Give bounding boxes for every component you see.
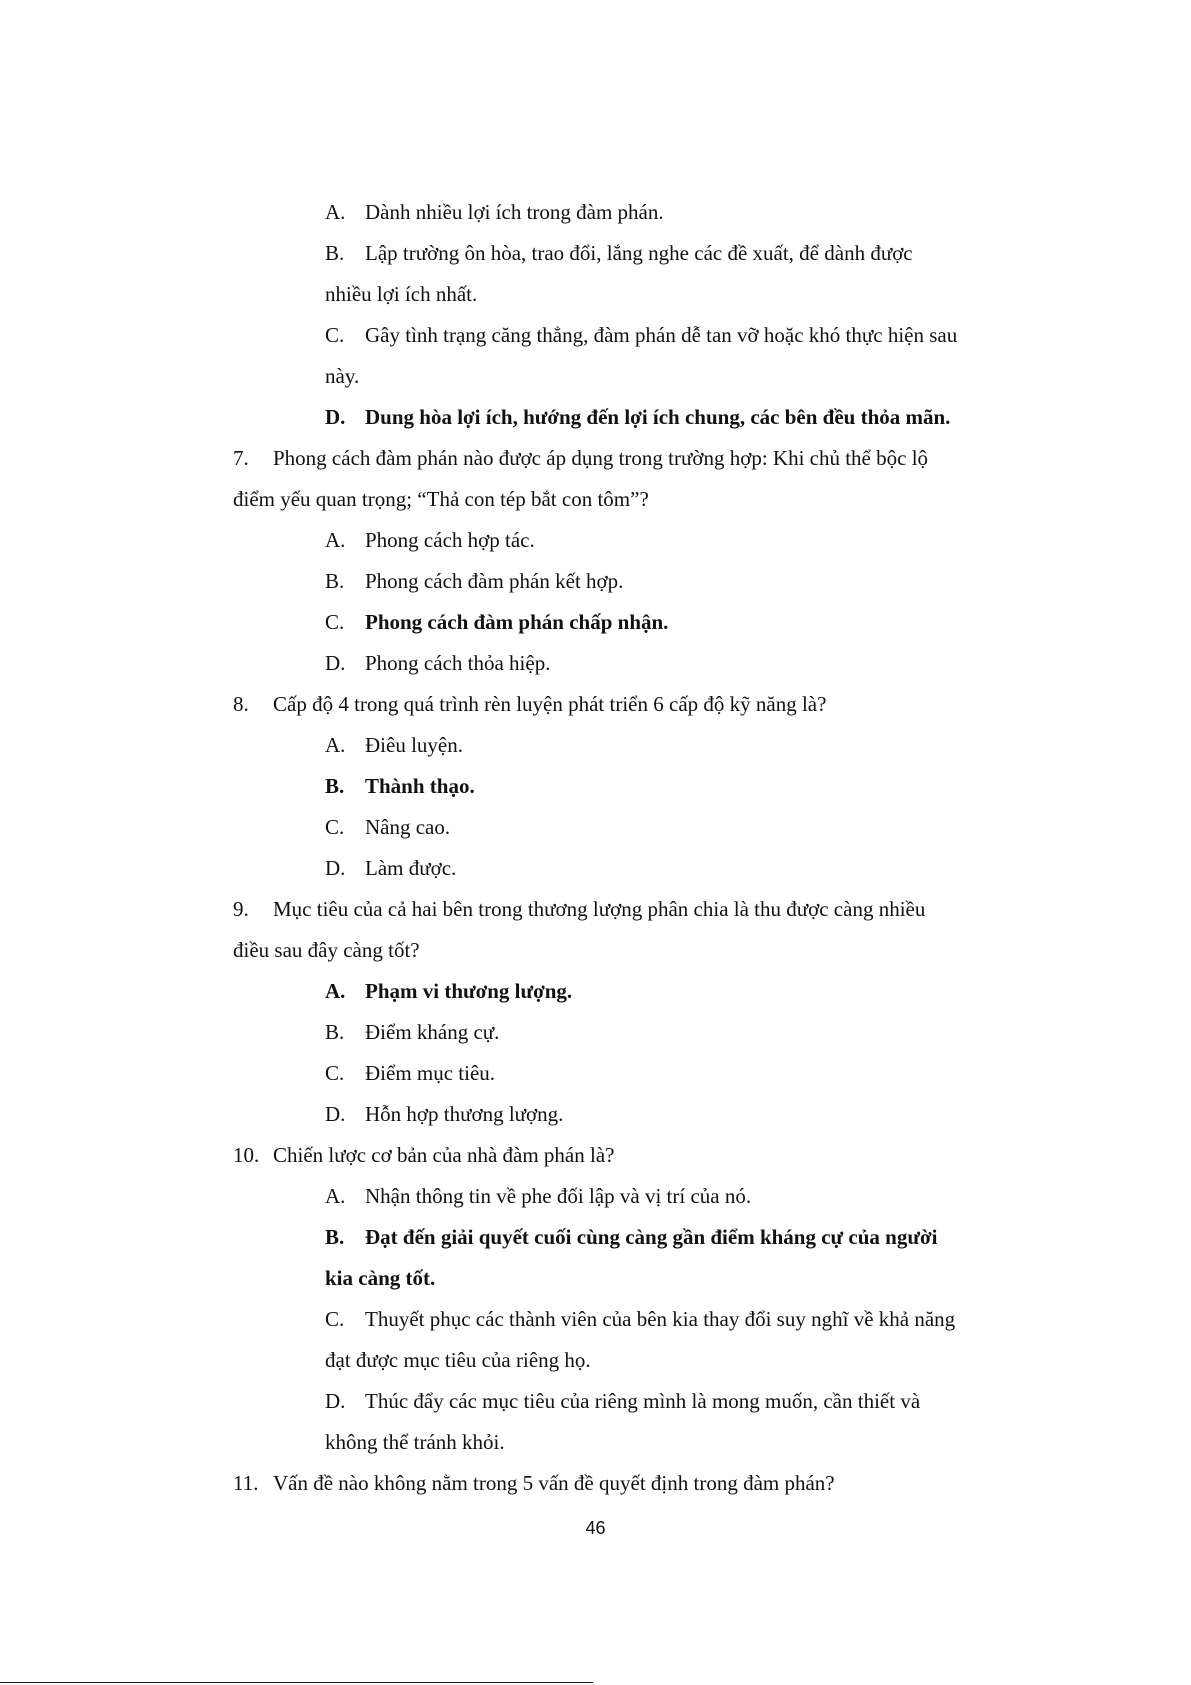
option-label: D. — [325, 405, 346, 429]
footer-divider — [0, 1682, 593, 1683]
q6-option-c — [325, 321, 957, 349]
option-label: B. — [325, 1020, 345, 1044]
option-label: C. — [325, 1307, 345, 1331]
q8-option-c — [325, 813, 450, 841]
question-text: Chiến lược cơ bản của nhà đàm phán là? — [273, 1143, 615, 1167]
q6-option-b-continuation: nhiều lợi ích nhất. — [325, 282, 478, 306]
option-label: D. — [325, 1389, 346, 1413]
option-label: C. — [325, 610, 345, 634]
option-text: Dung hòa lợi ích, hướng đến lợi ích chung, các bên đều thỏa mãn. — [365, 405, 951, 429]
q8-option-d — [325, 854, 456, 882]
q9-option-c — [325, 1059, 495, 1087]
option-label: C. — [325, 815, 345, 839]
question-9-continuation: điều sau đây càng tốt? — [233, 938, 420, 962]
q10-option-d — [325, 1387, 920, 1415]
option-text: Gây tình trạng căng thẳng, đàm phán dễ tan vỡ hoặc khó thực hiện sau — [365, 323, 958, 347]
q6-option-b — [325, 239, 913, 267]
question-8 — [233, 690, 826, 718]
option-label: B. — [325, 241, 345, 265]
question-7-continuation: điểm yếu quan trọng; “Thả con tép bắt con tôm”? — [233, 487, 649, 511]
option-text: Phong cách đàm phán kết hợp. — [365, 569, 624, 593]
option-text: Đạt đến giải quyết cuối cùng càng gần điểm kháng cự của người — [365, 1225, 938, 1249]
option-label: A. — [325, 979, 346, 1003]
option-text: Thúc đẩy các mục tiêu của riêng mình là mong muốn, cần thiết và — [365, 1389, 921, 1413]
q7-option-c-correct — [325, 608, 668, 636]
q9-option-d — [325, 1100, 563, 1128]
option-label: B. — [325, 1225, 345, 1249]
option-text: Thuyết phục các thành viên của bên kia thay đổi suy nghĩ về khả năng — [365, 1307, 956, 1331]
q10-option-a — [325, 1182, 751, 1210]
option-label: D. — [325, 651, 346, 675]
option-text: Thành thạo. — [365, 774, 475, 798]
q10-option-b-correct — [325, 1223, 937, 1251]
q7-option-b — [325, 567, 623, 595]
question-text: Phong cách đàm phán nào được áp dụng trong trường hợp: Khi chủ thể bộc lộ — [273, 446, 929, 470]
option-label: B. — [325, 774, 345, 798]
option-label: C. — [325, 323, 345, 347]
option-label: D. — [325, 856, 346, 880]
question-text: Vấn đề nào không nằm trong 5 vấn đề quyết định trong đàm phán? — [273, 1471, 835, 1495]
page-number: 46 — [585, 1518, 606, 1538]
q8-option-b-correct — [325, 772, 475, 800]
q9-option-b — [325, 1018, 499, 1046]
q6-option-c-continuation: này. — [325, 364, 360, 388]
question-number: 7. — [233, 446, 249, 470]
question-number: 9. — [233, 897, 249, 921]
question-number: 10. — [233, 1143, 260, 1167]
option-label: D. — [325, 1102, 346, 1126]
option-text: Hỗn hợp thương lượng. — [365, 1102, 564, 1126]
q7-option-a — [325, 526, 535, 554]
q10-option-d-continuation: không thể tránh khỏi. — [325, 1430, 505, 1454]
option-text: Lập trường ôn hòa, trao đổi, lắng nghe các đề xuất, để dành được — [365, 241, 913, 265]
question-text: Cấp độ 4 trong quá trình rèn luyện phát triển 6 cấp độ kỹ năng là? — [273, 692, 827, 716]
q8-option-a — [325, 731, 463, 759]
option-text: Điểm kháng cự. — [365, 1020, 500, 1044]
question-11 — [233, 1469, 835, 1497]
q6-option-a — [325, 198, 664, 226]
q7-option-d — [325, 649, 550, 677]
option-text: Nâng cao. — [365, 815, 451, 839]
option-label: C. — [325, 1061, 345, 1085]
question-number: 8. — [233, 692, 249, 716]
q6-option-d-correct — [325, 403, 950, 431]
option-label: B. — [325, 569, 345, 593]
option-text: Điểm mục tiêu. — [365, 1061, 496, 1085]
q10-option-c-continuation: đạt được mục tiêu của riêng họ. — [325, 1348, 591, 1372]
option-text: Phong cách hợp tác. — [365, 528, 535, 552]
option-text: Dành nhiều lợi ích trong đàm phán. — [365, 200, 664, 224]
question-10 — [233, 1141, 614, 1169]
option-text: Phong cách thỏa hiệp. — [365, 651, 551, 675]
option-text: Phong cách đàm phán chấp nhận. — [365, 610, 669, 634]
option-text: Phạm vi thương lượng. — [365, 979, 573, 1003]
option-label: A. — [325, 1184, 346, 1208]
option-label: A. — [325, 528, 346, 552]
q9-option-a-correct — [325, 977, 572, 1005]
question-7 — [233, 444, 928, 472]
option-label: A. — [325, 200, 346, 224]
question-9 — [233, 895, 925, 923]
option-label: A. — [325, 733, 346, 757]
question-text: Mục tiêu của cả hai bên trong thương lượng phân chia là thu được càng nhiều — [273, 897, 926, 921]
q10-option-b-continuation: kia càng tốt. — [325, 1266, 436, 1290]
option-text: Điêu luyện. — [365, 733, 463, 757]
question-number: 11. — [233, 1471, 259, 1495]
option-text: Làm được. — [365, 856, 457, 880]
option-text: Nhận thông tin về phe đối lập và vị trí của nó. — [365, 1184, 752, 1208]
q10-option-c — [325, 1305, 955, 1333]
